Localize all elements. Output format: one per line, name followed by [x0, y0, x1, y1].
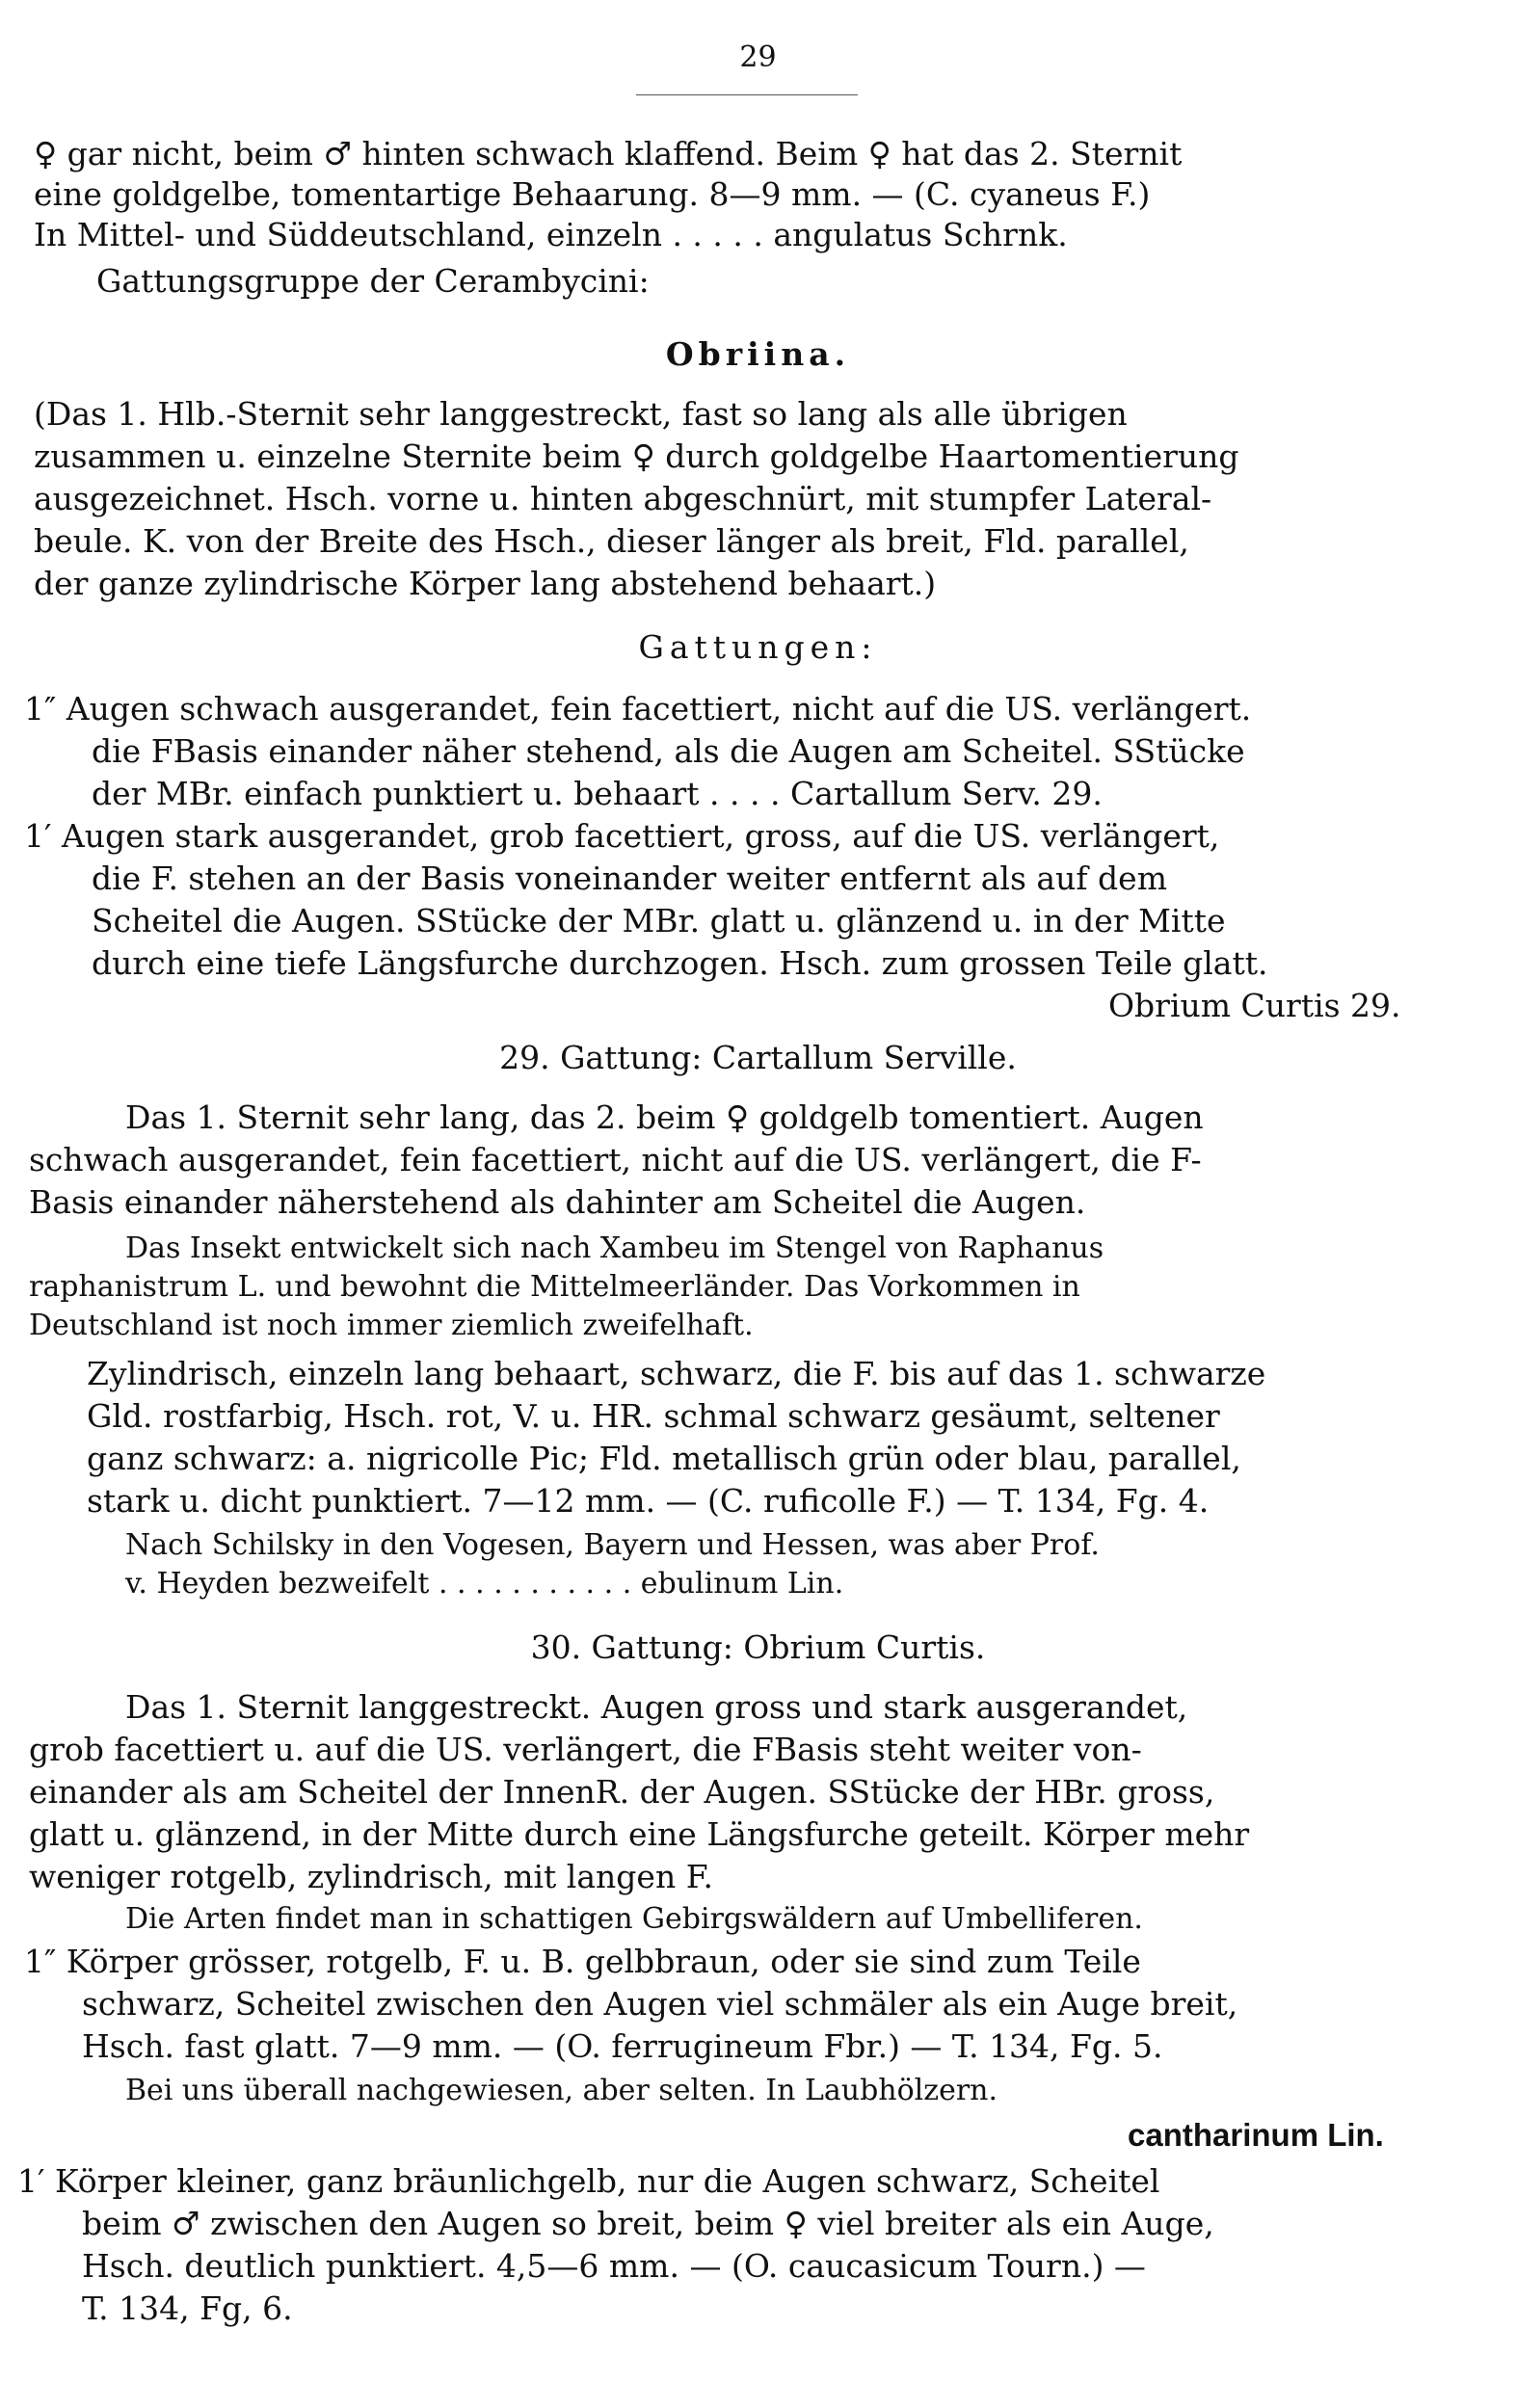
text-line: schwarz, Scheitel zwischen den Augen viel schmäler als ein Auge breit, — [82, 1985, 1238, 2023]
text-line: die FBasis einander näher stehend, als die Augen am Scheitel. SStücke — [92, 732, 1245, 770]
text-line: Gld. rostfarbig, Hsch. rot, V. u. HR. schmal schwarz gesäumt, seltener — [87, 1397, 1220, 1435]
text-line: raphanistrum L. und bewohnt die Mittelmeerländer. Das Vorkommen in — [29, 1270, 1080, 1304]
text-line: ausgezeichnet. Hsch. vorne u. hinten abgeschnürt, mit stumpfer Lateral- — [34, 480, 1212, 517]
text-line: die F. stehen an der Basis voneinander weiter entfernt als auf dem — [92, 860, 1167, 897]
text-line: einander als am Scheitel der InnenR. der Augen. SStücke der HBr. gross, — [29, 1773, 1215, 1811]
text-line: Deutschland ist noch immer ziemlich zweifelhaft. — [29, 1309, 754, 1342]
text-line: 1′ Augen stark ausgerandet, grob facettiert, gross, auf die US. verlängert, — [24, 817, 1220, 855]
text-line: Das Insekt entwickelt sich nach Xambeu im Stengel von Raphanus — [125, 1231, 1104, 1265]
species-name: cantharinum Lin. — [1128, 2117, 1384, 2153]
text-line: Die Arten findet man in schattigen Gebirgswäldern auf Umbelliferen. — [125, 1902, 1143, 1936]
text-line: Hsch. deutlich punktiert. 4,5—6 mm. — (O. caucasicum Tourn.) — — [82, 2247, 1146, 2285]
text-line: grob facettiert u. auf die US. verlängert, die FBasis steht weiter von- — [29, 1731, 1142, 1768]
text-line: Nach Schilsky in den Vogesen, Bayern und Hessen, was aber Prof. — [125, 1528, 1100, 1562]
text-line: Gattungsgruppe der Cerambycini: — [96, 262, 650, 300]
text-line: weniger rotgelb, zylindrisch, mit langen F. — [29, 1858, 713, 1895]
genus-heading: 29. Gattung: Cartallum Serville. — [499, 1039, 1017, 1076]
text-line: Bei uns überall nachgewiesen, aber selten. In Laubhölzern. — [125, 2074, 998, 2107]
text-line: stark u. dicht punktiert. 7—12 mm. — (C. ruficolle F.) — T. 134, Fg. 4. — [87, 1482, 1210, 1520]
text-line: T. 134, Fg, 6. — [82, 2289, 293, 2327]
text-line: Obrium Curtis 29. — [1108, 987, 1401, 1024]
text-line: 1′ Körper kleiner, ganz bräunlichgelb, nur die Augen schwarz, Scheitel — [17, 2162, 1160, 2200]
text-line: Das 1. Sternit sehr lang, das 2. beim ♀ goldgelb tomentiert. Augen — [125, 1098, 1204, 1136]
text-line: Hsch. fast glatt. 7—9 mm. — (O. ferrugineum Fbr.) — T. 134, Fg. 5. — [82, 2027, 1163, 2065]
page-number: 29 — [739, 40, 777, 74]
text-line: Zylindrisch, einzeln lang behaart, schwarz, die F. bis auf das 1. schwarze — [87, 1355, 1266, 1392]
text-line: ♀ gar nicht, beim ♂ hinten schwach klaffend. Beim ♀ hat das 2. Sternit — [34, 135, 1183, 172]
text-line: Scheitel die Augen. SStücke der MBr. glatt u. glänzend u. in der Mitte — [92, 902, 1226, 939]
text-line: der MBr. einfach punktiert u. behaart . . . . Cartallum Serv. 29. — [92, 775, 1103, 812]
text-line: v. Heyden bezweifelt . . . . . . . . . . . ebulinum Lin. — [125, 1567, 844, 1601]
text-line: ganz schwarz: a. nigricolle Pic; Fld. metallisch grün oder blau, parallel, — [87, 1440, 1241, 1477]
genus-heading: 30. Gattung: Obrium Curtis. — [530, 1628, 986, 1666]
text-line: beim ♂ zwischen den Augen so breit, beim ♀ viel breiter als ein Auge, — [82, 2205, 1214, 2242]
text-line: (Das 1. Hlb.-Sternit sehr langgestreckt, fast so lang als alle übrigen — [34, 395, 1128, 433]
text-line: In Mittel- und Süddeutschland, einzeln . . . . . angulatus Schrnk. — [34, 216, 1068, 253]
section-heading: Obriina. — [665, 335, 851, 373]
key-heading: Gattungen: — [638, 628, 878, 666]
text-line: eine goldgelbe, tomentartige Behaarung. 8—9 mm. — (C. cyaneus F.) — [34, 175, 1151, 213]
text-line: zusammen u. einzelne Sternite beim ♀ durch goldgelbe Haartomentierung — [34, 437, 1239, 475]
text-line: durch eine tiefe Längsfurche durchzogen. Hsch. zum grossen Teile glatt. — [92, 944, 1268, 982]
text-line: 1″ Körper grösser, rotgelb, F. u. B. gelbbraun, oder sie sind zum Teile — [24, 1943, 1141, 1980]
text-line: Basis einander näherstehend als dahinter am Scheitel die Augen. — [29, 1183, 1086, 1221]
header-rule — [636, 94, 858, 95]
text-line: der ganze zylindrische Körper lang abstehend behaart.) — [34, 565, 937, 602]
text-line: glatt u. glänzend, in der Mitte durch eine Längsfurche geteilt. Körper mehr — [29, 1815, 1250, 1853]
text-line: 1″ Augen schwach ausgerandet, fein facettiert, nicht auf die US. verlängert. — [24, 690, 1252, 728]
text-line: Das 1. Sternit langgestreckt. Augen gross und stark ausgerandet, — [125, 1688, 1188, 1726]
text-line: schwach ausgerandet, fein facettiert, nicht auf die US. verlängert, die F- — [29, 1141, 1202, 1178]
text-line: beule. K. von der Breite des Hsch., dieser länger als breit, Fld. parallel, — [34, 522, 1189, 560]
